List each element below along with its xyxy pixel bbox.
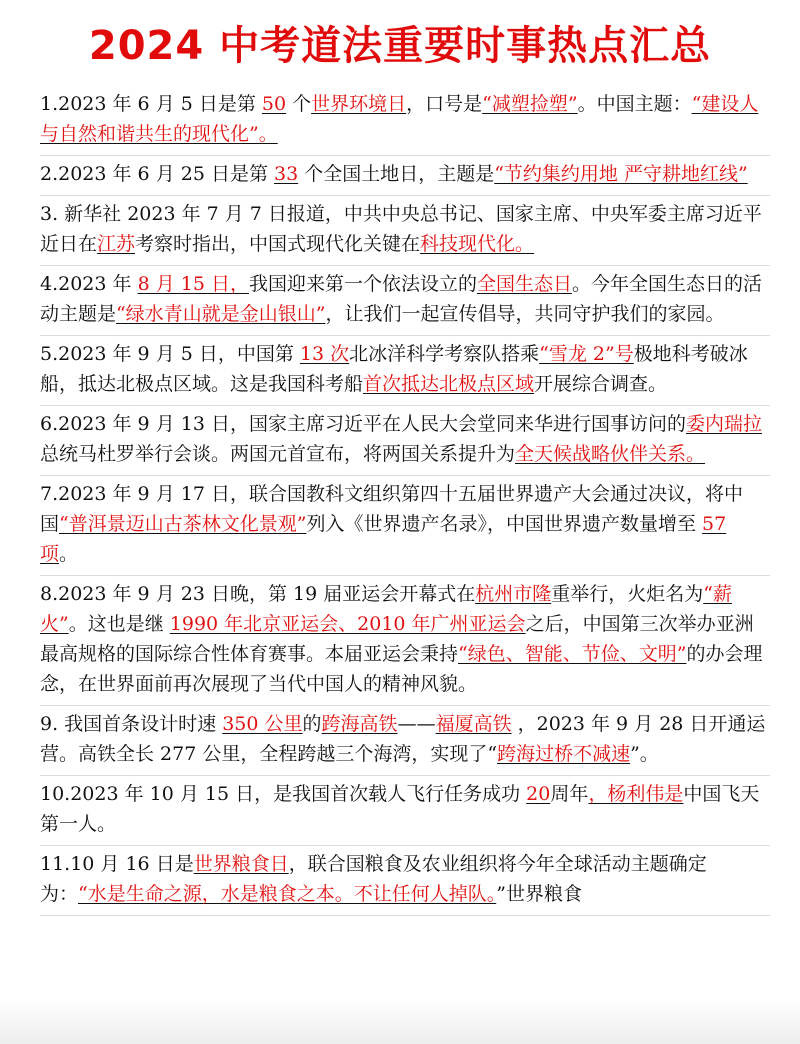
highlight-text: 世界环境日 xyxy=(311,93,407,115)
body-text: 10.2023 年 10 月 15 日，是我国首次载人飞行任务成功 xyxy=(40,783,527,805)
body-text: 11.10 月 16 日是 xyxy=(40,853,194,875)
highlight-text: “绿水青山就是金山银山” xyxy=(116,303,326,325)
highlight-text: 全国生态日 xyxy=(476,273,572,295)
body-text: 2.2023 年 6 月 25 日是第 xyxy=(40,163,274,185)
body-text: ”。 xyxy=(630,743,659,765)
body-text: ，2023 年 9 月 28 日开通运营。高铁全长 277 公里，全程跨越三个海湾，实现了“ xyxy=(40,713,766,765)
highlight-text: 跨海高铁 xyxy=(321,713,398,735)
highlight-text: 50 xyxy=(261,93,287,115)
body-text: 考察时指出，中国式现代化关键在 xyxy=(135,233,421,255)
body-text: 个全国土地日，主题是 xyxy=(298,163,495,185)
news-item xyxy=(40,406,770,476)
body-text: 周年 xyxy=(550,783,589,805)
body-text: 总统马杜罗举行会谈。两国元首宣布，将两国关系提升为 xyxy=(40,443,516,465)
highlight-text: “水是生命之源，水是粮食之本。不让任何人掉队。 xyxy=(78,883,497,905)
body-text: 4.2023 年 xyxy=(40,273,138,295)
title-bar xyxy=(0,0,800,86)
body-text: 8.2023 年 9 月 23 日晚，第 19 届亚运会开幕式在 xyxy=(40,583,476,605)
body-text: 极地科考破冰船，抵达北极点区域。这是我国科考船 xyxy=(40,343,748,395)
highlight-text: 13 次 xyxy=(299,343,350,365)
body-text: ，口号是 xyxy=(406,93,483,115)
highlight-text: 8 月 15 日， xyxy=(137,273,249,295)
body-text: 7.2023 年 9 月 17 日，联合国教科文组织第四十五届世界遗产大会通过决议，将中国 xyxy=(40,483,743,535)
body-text: 北冰洋科学考察队搭乘 xyxy=(349,343,540,365)
highlight-text: 江苏 xyxy=(97,233,136,255)
news-list xyxy=(0,86,800,916)
body-text: 。中国主题： xyxy=(577,93,692,115)
body-text: 3. 新华社 2023 年 7 月 7 日报道，中共中央总书记、国家主席、中央军委主席习近平近日在 xyxy=(40,203,762,255)
body-text: 1.2023 年 6 月 5 日是第 xyxy=(40,93,262,115)
body-text: 中国飞天第一人。 xyxy=(40,783,760,835)
highlight-text: 世界粮食日 xyxy=(193,853,289,875)
news-item xyxy=(40,266,770,336)
news-item xyxy=(40,576,770,706)
body-text: 列入《世界遗产名录》，中国世界遗产数量增至 xyxy=(306,513,702,535)
body-text: —— xyxy=(397,713,436,735)
highlight-text: “普洱景迈山古茶林文化景观” xyxy=(59,513,307,535)
news-item xyxy=(40,706,770,776)
body-text: 开展综合调查。 xyxy=(534,373,668,395)
highlight-text: “绿色、智能、节俭、文明” xyxy=(458,643,687,665)
body-text: 我国迎来第一个依法设立的 xyxy=(248,273,477,295)
news-item xyxy=(40,476,770,576)
body-text: ”世界粮食 xyxy=(496,883,582,905)
highlight-text: “薪火” xyxy=(40,583,732,635)
news-item xyxy=(40,846,770,916)
highlight-text: 1990 年北京亚运会、2010 年广州亚运会 xyxy=(169,613,526,635)
highlight-text: 科技现代化。 xyxy=(420,233,535,255)
highlight-text: 杭州市隆 xyxy=(475,583,552,605)
body-text: 重举行，火炬名为 xyxy=(551,583,704,605)
news-item xyxy=(40,776,770,846)
news-item xyxy=(40,86,770,156)
highlight-text: 跨海过桥不减速 xyxy=(497,743,631,765)
highlight-text: 57 项 xyxy=(40,513,727,565)
bottom-fade xyxy=(0,998,800,1044)
highlight-text: 福厦高铁 xyxy=(435,713,512,735)
body-text: 6.2023 年 9 月 13 日，国家主席习近平在人民大会堂同来华进行国事访问的 xyxy=(40,413,686,435)
highlight-text: “建设人与自然和谐共生的现代化”。 xyxy=(40,93,759,145)
body-text: 。今年全国生态日的活动主题是 xyxy=(40,273,762,325)
news-item xyxy=(40,156,770,196)
body-text: 。 xyxy=(59,543,79,565)
highlight-text: 20 xyxy=(526,783,551,805)
body-text: 个 xyxy=(286,93,312,115)
body-text: ，联合国粮食及农业组织将今年全球活动主题确定为： xyxy=(40,853,707,905)
body-text: 。这也是继 xyxy=(68,613,170,635)
body-text: 的 xyxy=(302,713,322,735)
highlight-text: ，杨利伟是 xyxy=(588,783,684,805)
news-item xyxy=(40,196,770,266)
highlight-text: 350 公里 xyxy=(222,713,303,735)
body-text: ，让我们一起宣传倡导，共同守护我们的家园。 xyxy=(325,303,725,325)
news-item xyxy=(40,336,770,406)
body-text: 的办会理念，在世界面前再次展现了当代中国人的精神风貌。 xyxy=(40,643,763,695)
body-text: 5.2023 年 9 月 5 日，中国第 xyxy=(40,343,300,365)
highlight-text: “雪龙 2”号 xyxy=(539,343,634,365)
body-text: 9. 我国首条设计时速 xyxy=(40,713,223,735)
highlight-text: 33 xyxy=(273,163,299,185)
highlight-text: “减塑捡塑” xyxy=(482,93,578,115)
body-text: 之后，中国第三次举办亚洲最高规格的国际综合性体育赛事。本届亚运会秉持 xyxy=(40,613,754,665)
highlight-text: “节约集约用地 严守耕地红线” xyxy=(494,163,748,185)
page-title: 2024 中考道法重要时事热点汇总 xyxy=(88,23,712,69)
highlight-text: 首次抵达北极点区域 xyxy=(363,373,535,395)
highlight-text: 全天候战略伙伴关系。 xyxy=(515,443,706,465)
highlight-text: 委内瑞拉 xyxy=(685,413,762,435)
